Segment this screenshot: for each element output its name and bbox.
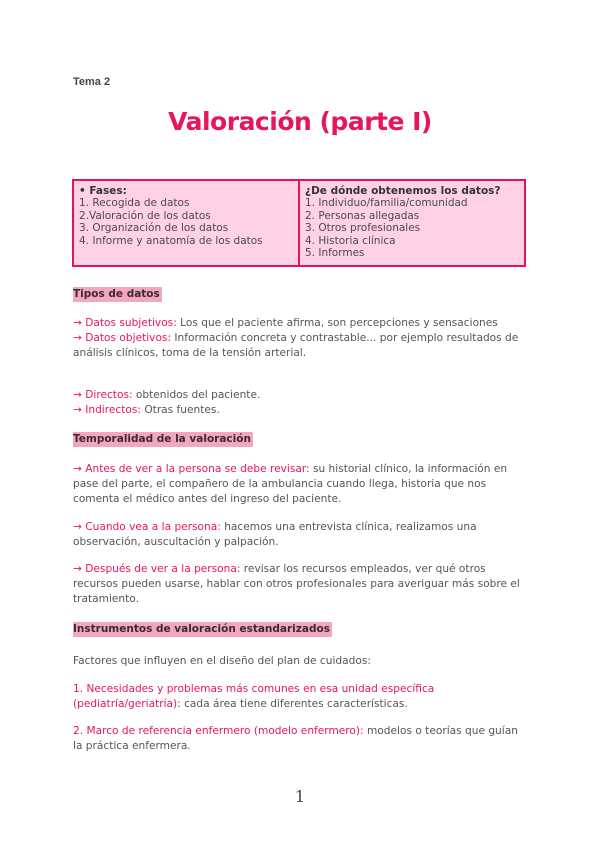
indirectos-text: Otras fuentes. (140, 404, 220, 416)
paragraph-datos (73, 316, 528, 361)
phases-heading: • Fases: (79, 185, 127, 197)
subjetivos-text: Los que el paciente afirma, son percepciones y sensaciones (176, 317, 498, 329)
topic-label: Tema 2 (73, 76, 111, 88)
section-heading-temporalidad: Temporalidad de la valoración (73, 433, 251, 445)
instrumentos-intro: Factores que influyen en el diseño del plan de cuidados: (73, 655, 371, 667)
cuando-label: → Cuando vea a la persona: (73, 521, 221, 533)
directos-text: obtenidos del paciente. (132, 389, 261, 401)
indirectos-label: → Indirectos: (73, 404, 141, 416)
item2-text: modelos o teorías que guían la práctica enfermera. (73, 725, 518, 752)
despues-label: → Después de ver a la persona: (73, 563, 241, 575)
phase-item: 1. Recogida de datos (79, 197, 190, 210)
sources-heading: ¿De dónde obtenemos los datos? (305, 185, 501, 197)
datos-objetivos (73, 331, 528, 361)
sources-column (300, 181, 524, 265)
datos-indirectos (73, 403, 528, 418)
cuando-text: hacemos una entrevista clínica, realizamos una observación, auscultación y palpación. (73, 521, 477, 548)
source-item: 4. Historia clínica (305, 234, 396, 247)
paragraph-fuentes (73, 388, 528, 418)
datos-subjetivos (73, 316, 528, 331)
antes-label: → Antes de ver a la persona se debe revisar: (73, 463, 310, 475)
phase-item: 4. Informe y anatomía de los datos (79, 234, 263, 247)
subjetivos-label: → Datos subjetivos: (73, 317, 177, 329)
source-item: 2. Personas allegadas (305, 209, 420, 222)
item2-label: 2. Marco de referencia enfermero (modelo enfermero): (73, 725, 364, 737)
paragraph-intro (73, 654, 528, 669)
source-item: 5. Informes (305, 247, 365, 260)
datos-directos (73, 388, 528, 403)
section-heading-instrumentos: Instrumentos de valoración estandarizados (73, 623, 330, 635)
despues-text: revisar los recursos empleados, ver qué otros recursos pueden usarse, hablar con otros profesionales para averiguar más sobre el tratamiento. (73, 563, 520, 605)
paragraph-antes (73, 462, 528, 507)
page-title: Valoración (parte I) (168, 107, 432, 136)
directos-label: → Directos: (73, 389, 133, 401)
source-item: 1. Individuo/familia/comunidad (305, 197, 468, 210)
objetivos-text: Información concreta y contrastable... por ejemplo resultados de análisis clínicos, toma de la tensión arterial. (73, 332, 519, 359)
antes-text: su historial clínico, la información en pase del parte, el compañero de la ambulancia cuando llega, historia que nos comenta el médico antes del ingreso del paciente. (73, 463, 508, 505)
phase-item: 2.Valoración de los datos (79, 209, 211, 222)
paragraph-despues (73, 562, 528, 607)
paragraph-cuando (73, 520, 528, 550)
source-item: 3. Otros profesionales (305, 222, 421, 235)
phases-column (74, 181, 300, 265)
paragraph-item1 (73, 682, 528, 712)
phase-item: 3. Organización de los datos (79, 222, 229, 235)
section-heading-tipos: Tipos de datos (73, 288, 160, 300)
item1-text: cada área tiene diferentes características. (180, 698, 408, 710)
item1-label: 1. Necesidades y problemas más comunes en esa unidad específica (pediatría/geriatría): (73, 683, 435, 710)
page-number: 1 (294, 787, 306, 806)
paragraph-item2 (73, 724, 528, 754)
objetivos-label: → Datos objetivos: (73, 332, 172, 344)
phases-table (72, 179, 526, 267)
